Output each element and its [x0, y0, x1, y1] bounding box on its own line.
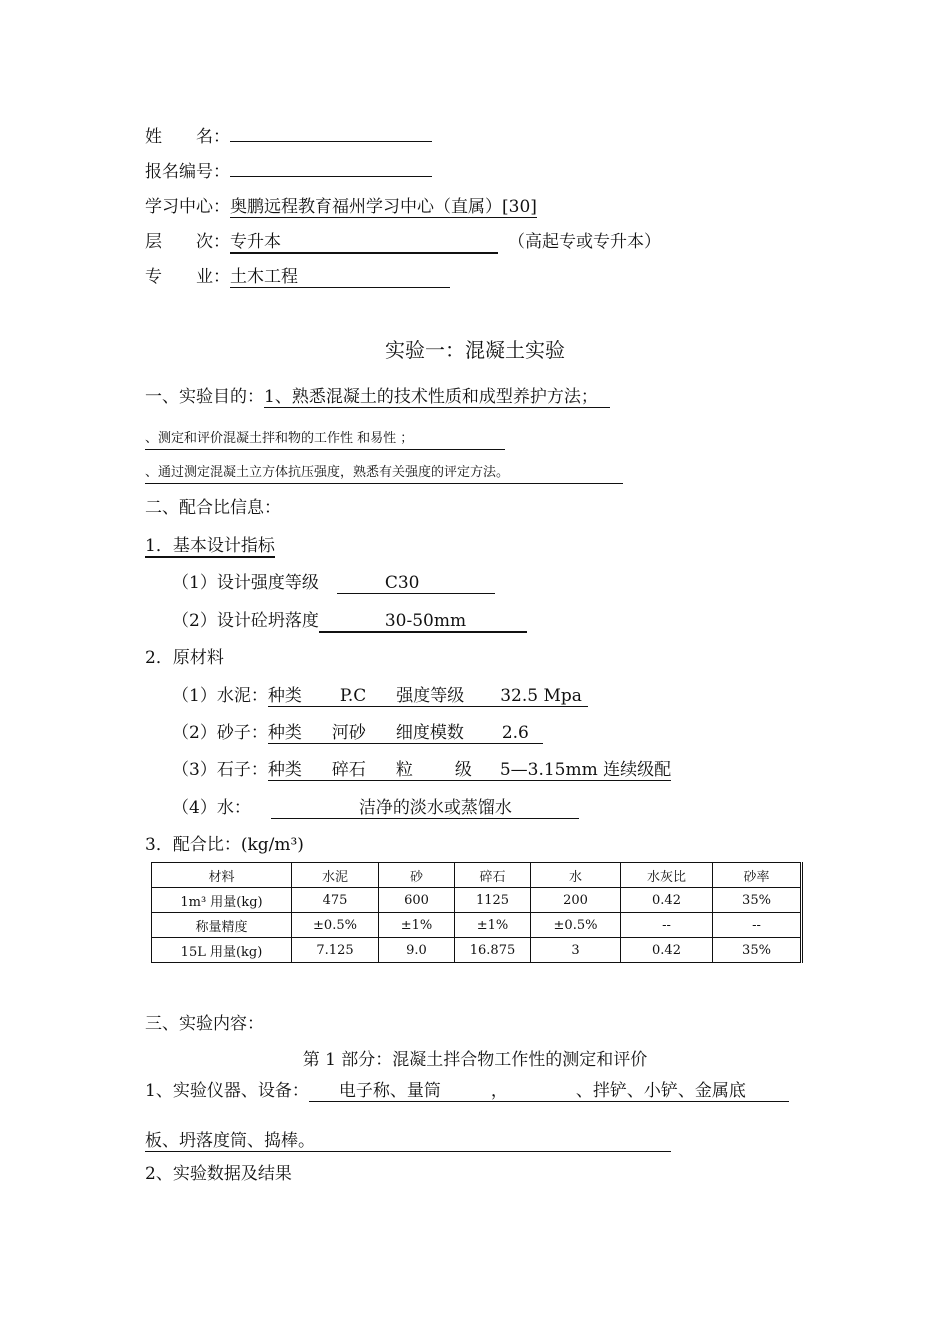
header-cell-water: 水	[531, 863, 621, 888]
cement-grade-label: 强度等级	[396, 686, 465, 706]
ratio-heading: 3．配合比：(kg/m³)	[145, 835, 304, 855]
stone-grading-a: 粒	[395, 760, 413, 780]
header-cell-wc-ratio: 水灰比	[621, 863, 713, 888]
table-cell: 9.0	[379, 938, 455, 963]
stone-grading: 5—3.15mm 连续级配	[499, 760, 672, 780]
cement-kind-label: 种类	[267, 686, 302, 706]
stone-label: （3）石子：	[172, 760, 268, 780]
purpose-item-2: 、测定和评价混凝土拌和物的工作性 和易性 ；	[145, 429, 505, 450]
page-title: 实验一：混凝土实验	[385, 338, 565, 362]
basic-heading-row	[145, 535, 275, 558]
stone-kind-label: 种类	[267, 760, 302, 780]
equipment-value-b: 、拌铲、小铲、金属底	[575, 1081, 746, 1101]
table-cell: 16.875	[455, 938, 531, 963]
purpose-item-3: 、通过测定混凝土立方体抗压强度，熟悉有关强度的评定方法。	[145, 463, 623, 484]
equipment-row	[145, 1080, 789, 1102]
water-value: 洁净的淡水或蒸馏水	[271, 798, 579, 819]
cement-kind: P.C	[339, 686, 367, 706]
table-cell: 称量精度	[152, 913, 292, 938]
slump-value: 30-50mm	[319, 611, 527, 633]
header-cell-sand: 砂	[379, 863, 455, 888]
stone-row	[172, 759, 671, 781]
center-row	[145, 196, 537, 218]
cement-grade: 32.5 Mpa	[500, 686, 582, 706]
table-cell: 475	[292, 888, 379, 913]
level-field[interactable]: 专升本	[230, 232, 498, 254]
table-cell: 1m³ 用量(kg)	[152, 888, 292, 913]
basic-heading: 1．基本设计指标	[145, 536, 275, 556]
table-cell: 35%	[713, 888, 802, 913]
slump-row	[172, 610, 527, 633]
major-row	[145, 266, 450, 288]
header-cell-cement: 水泥	[292, 863, 379, 888]
name-label: 姓 名：	[145, 127, 230, 147]
sand-kind: 河砂	[331, 723, 366, 743]
name-field[interactable]	[230, 141, 432, 142]
header-cell-material: 材料	[152, 863, 292, 888]
purpose-row	[145, 386, 610, 408]
table-cell: 15L 用量(kg)	[152, 938, 292, 963]
header-cell-gravel: 碎石	[455, 863, 531, 888]
table-cell: 35%	[713, 938, 802, 963]
purpose-item-3-row	[145, 462, 623, 484]
strength-value: C30	[337, 573, 495, 594]
table-cell: ±1%	[455, 913, 531, 938]
major-field[interactable]: 土木工程	[230, 267, 450, 288]
reg-label: 报名编号：	[145, 162, 230, 182]
major-label: 专 业：	[145, 267, 230, 287]
table-cell: 0.42	[621, 888, 713, 913]
level-row	[145, 231, 661, 254]
strength-row	[172, 572, 495, 594]
table-cell: 1125	[455, 888, 531, 913]
table-cell: --	[621, 913, 713, 938]
cement-spec	[268, 686, 588, 707]
table-cell: 7.125	[292, 938, 379, 963]
purpose-label: 一、实验目的：	[145, 387, 264, 407]
table-cell: --	[713, 913, 802, 938]
table-cell: ±0.5%	[292, 913, 379, 938]
part1-title: 第 1 部分：混凝土拌合物工作性的测定和评价	[302, 1050, 648, 1070]
cement-row	[172, 685, 588, 707]
level-label: 层 次：	[145, 232, 230, 252]
water-row	[172, 797, 579, 819]
table-cell: ±1%	[379, 913, 455, 938]
table-cell: 0.42	[621, 938, 713, 963]
reg-row	[145, 161, 432, 183]
table-header-row	[152, 863, 802, 888]
purpose-item-2-row	[145, 428, 505, 450]
equipment-comma: ，	[490, 1081, 508, 1101]
sand-spec	[268, 723, 543, 744]
table-cell: 3	[531, 938, 621, 963]
sand-fineness-label: 细度模数	[395, 723, 464, 743]
equipment-value-c: 板、坍落度筒、捣棒。	[145, 1131, 671, 1152]
sand-label: （2）砂子：	[172, 723, 268, 743]
table-cell: 600	[379, 888, 455, 913]
purpose-item-1: 1、熟悉混凝土的技术性质和成型养护方法；	[264, 387, 610, 408]
cement-label: （1）水泥：	[172, 686, 268, 706]
equipment-value-a: 电子称、量筒	[338, 1081, 441, 1101]
center-label: 学习中心：	[145, 197, 230, 217]
stone-kind: 碎石	[331, 760, 366, 780]
mix-heading: 二、配合比信息：	[145, 498, 281, 518]
content-heading: 三、实验内容：	[145, 1014, 264, 1034]
sand-row	[172, 722, 543, 744]
equipment-label: 1、实验仪器、设备：	[145, 1081, 309, 1101]
sand-fineness: 2.6	[501, 723, 529, 743]
stone-grading-b: 级	[454, 760, 472, 780]
data-heading: 2、实验数据及结果	[145, 1164, 292, 1184]
reg-field[interactable]	[230, 176, 432, 177]
raw-heading: 2．原材料	[145, 648, 224, 668]
stone-spec	[268, 760, 671, 781]
table-row	[152, 913, 802, 938]
center-field[interactable]: 奥鹏远程教育福州学习中心（直属）[30]	[230, 197, 537, 217]
level-hint: （高起专或专升本）	[508, 232, 661, 252]
slump-label: （2）设计砼坍落度	[172, 611, 319, 631]
sand-kind-label: 种类	[267, 723, 302, 743]
strength-label: （1）设计强度等级	[172, 573, 319, 593]
table-cell: 200	[531, 888, 621, 913]
name-row	[145, 126, 432, 148]
header-cell-sand-ratio: 砂率	[713, 863, 802, 888]
equipment-row-2	[145, 1130, 671, 1152]
equipment-field	[309, 1081, 789, 1102]
table-cell: ±0.5%	[531, 913, 621, 938]
table-row	[152, 938, 802, 963]
water-label: （4）水：	[172, 798, 251, 818]
mix-proportion-table	[151, 862, 803, 963]
table-row	[152, 888, 802, 913]
